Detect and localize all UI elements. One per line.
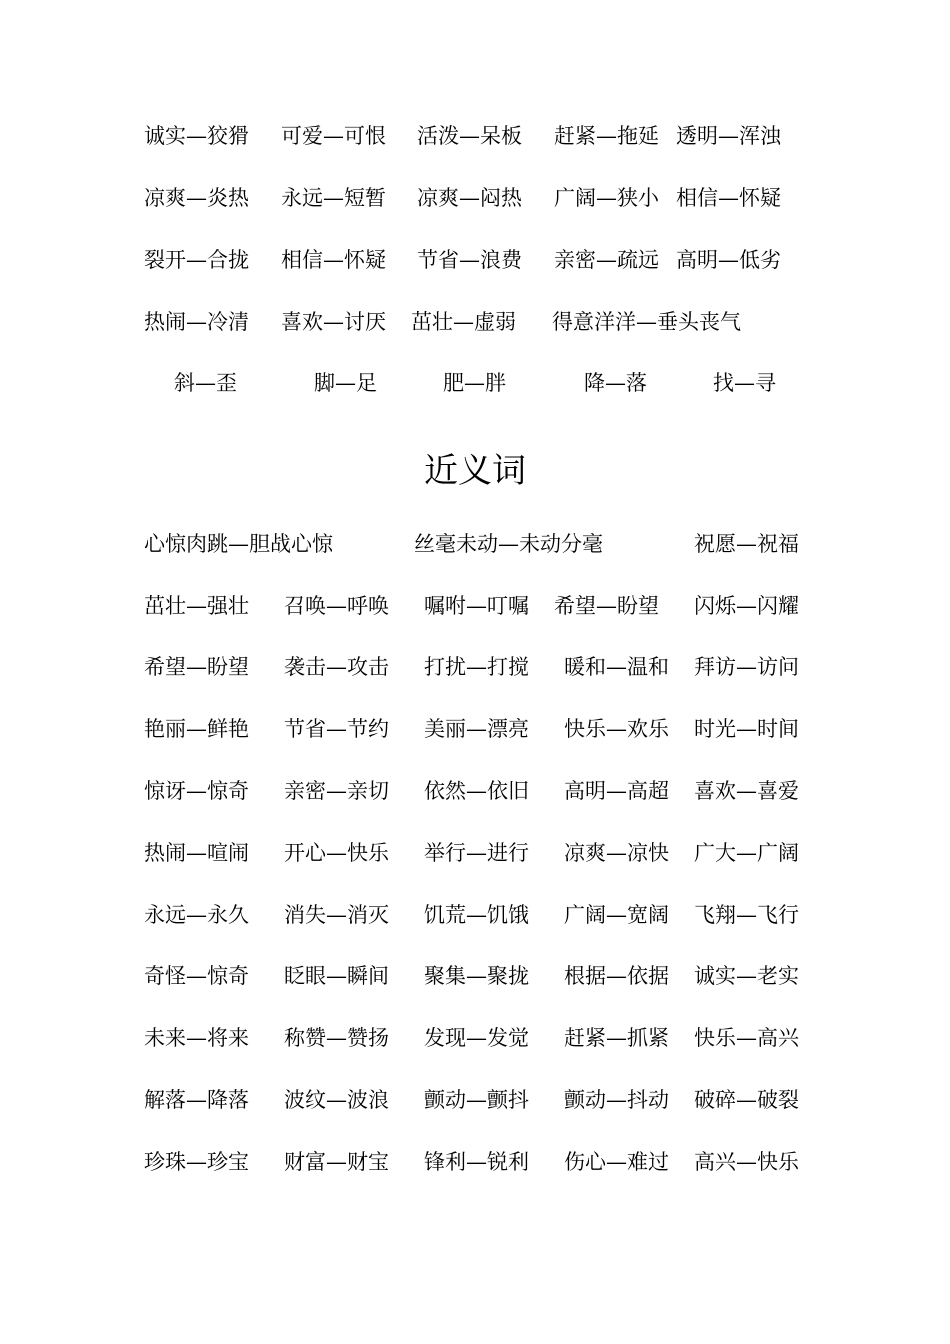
word-pair: 称赞—赞扬 bbox=[284, 1026, 389, 1050]
word-pair: 高明—低劣 bbox=[676, 248, 781, 272]
word-pair: 茁壮—虚弱 bbox=[411, 310, 516, 334]
word-pair: 喜欢—讨厌 bbox=[281, 310, 386, 334]
word-pair: 时光—时间 bbox=[694, 717, 799, 741]
word-pair: 闪烁—闪耀 bbox=[694, 594, 799, 618]
word-pair: 召唤—呼唤 bbox=[284, 594, 389, 618]
word-pair: 飞翔—飞行 bbox=[694, 903, 799, 927]
word-pair: 透明—浑浊 bbox=[676, 124, 781, 148]
word-pair: 锋利—锐利 bbox=[424, 1150, 529, 1174]
antonym-row bbox=[0, 240, 950, 280]
word-pair: 凉爽—炎热 bbox=[144, 186, 249, 210]
synonym-row bbox=[0, 833, 950, 873]
word-pair: 发现—发觉 bbox=[424, 1026, 529, 1050]
word-pair: 希望—盼望 bbox=[144, 655, 249, 679]
section-heading-synonyms: 近义词 bbox=[424, 451, 526, 491]
word-pair: 降—落 bbox=[584, 371, 647, 395]
word-pair: 凉爽—凉快 bbox=[564, 841, 669, 865]
word-pair: 祝愿—祝福 bbox=[694, 532, 799, 556]
synonym-row bbox=[0, 586, 950, 626]
word-pair: 未来—将来 bbox=[144, 1026, 249, 1050]
word-pair: 艳丽—鲜艳 bbox=[144, 717, 249, 741]
word-pair: 高明—高超 bbox=[564, 779, 669, 803]
word-pair: 颤动—抖动 bbox=[564, 1088, 669, 1112]
word-pair: 开心—快乐 bbox=[284, 841, 389, 865]
antonym-row bbox=[0, 363, 950, 403]
word-pair: 永远—永久 bbox=[144, 903, 249, 927]
synonym-row bbox=[0, 524, 950, 564]
word-pair: 波纹—波浪 bbox=[284, 1088, 389, 1112]
word-pair: 斜—歪 bbox=[174, 371, 237, 395]
antonym-row bbox=[0, 116, 950, 156]
word-pair: 得意洋洋—垂头丧气 bbox=[552, 310, 741, 334]
word-pair: 可爱—可恨 bbox=[281, 124, 386, 148]
word-pair: 诚实—老实 bbox=[694, 964, 799, 988]
antonym-row bbox=[0, 302, 950, 342]
word-pair: 奇怪—惊奇 bbox=[144, 964, 249, 988]
word-pair: 破碎—破裂 bbox=[694, 1088, 799, 1112]
word-pair: 茁壮—强壮 bbox=[144, 594, 249, 618]
word-pair: 袭击—攻击 bbox=[284, 655, 389, 679]
word-pair: 永远—短暂 bbox=[281, 186, 386, 210]
word-pair: 举行—进行 bbox=[424, 841, 529, 865]
word-pair: 节省—节约 bbox=[284, 717, 389, 741]
word-pair: 活泼—呆板 bbox=[417, 124, 522, 148]
word-pair: 饥荒—饥饿 bbox=[424, 903, 529, 927]
word-pair: 裂开—合拢 bbox=[144, 248, 249, 272]
word-pair: 拜访—访问 bbox=[694, 655, 799, 679]
word-pair: 找—寻 bbox=[713, 371, 776, 395]
word-pair: 凉爽—闷热 bbox=[417, 186, 522, 210]
word-pair: 喜欢—喜爱 bbox=[694, 779, 799, 803]
word-pair: 伤心—难过 bbox=[564, 1150, 669, 1174]
word-pair: 快乐—高兴 bbox=[694, 1026, 799, 1050]
word-pair: 赶紧—拖延 bbox=[554, 124, 659, 148]
synonym-row bbox=[0, 647, 950, 687]
word-pair: 聚集—聚拢 bbox=[424, 964, 529, 988]
word-pair: 相信—怀疑 bbox=[281, 248, 386, 272]
word-pair: 丝毫未动—未动分毫 bbox=[414, 532, 603, 556]
synonym-row bbox=[0, 709, 950, 749]
word-pair: 快乐—欢乐 bbox=[564, 717, 669, 741]
word-pair: 亲密—疏远 bbox=[554, 248, 659, 272]
word-pair: 惊讶—惊奇 bbox=[144, 779, 249, 803]
word-pair: 脚—足 bbox=[314, 371, 377, 395]
word-pair: 消失—消灭 bbox=[284, 903, 389, 927]
word-pair: 希望—盼望 bbox=[554, 594, 659, 618]
word-pair: 珍珠—珍宝 bbox=[144, 1150, 249, 1174]
word-pair: 根据—依据 bbox=[564, 964, 669, 988]
synonym-row bbox=[0, 895, 950, 935]
word-pair: 解落—降落 bbox=[144, 1088, 249, 1112]
word-pair: 颤动—颤抖 bbox=[424, 1088, 529, 1112]
word-pair: 依然—依旧 bbox=[424, 779, 529, 803]
word-pair: 嘱咐—叮嘱 bbox=[424, 594, 529, 618]
synonym-row bbox=[0, 956, 950, 996]
word-pair: 广阔—宽阔 bbox=[564, 903, 669, 927]
word-pair: 肥—胖 bbox=[443, 371, 506, 395]
word-pair: 热闹—冷清 bbox=[144, 310, 249, 334]
word-pair: 美丽—漂亮 bbox=[424, 717, 529, 741]
word-pair: 广阔—狭小 bbox=[554, 186, 659, 210]
synonym-row bbox=[0, 1080, 950, 1120]
word-pair: 打扰—打搅 bbox=[424, 655, 529, 679]
word-pair: 眨眼—瞬间 bbox=[284, 964, 389, 988]
synonym-row bbox=[0, 771, 950, 811]
word-pair: 高兴—快乐 bbox=[694, 1150, 799, 1174]
word-pair: 热闹—喧闹 bbox=[144, 841, 249, 865]
word-pair: 广大—广阔 bbox=[694, 841, 799, 865]
word-pair: 赶紧—抓紧 bbox=[564, 1026, 669, 1050]
synonym-row bbox=[0, 1018, 950, 1058]
word-pair: 暖和—温和 bbox=[564, 655, 669, 679]
word-pair: 财富—财宝 bbox=[284, 1150, 389, 1174]
word-pair: 节省—浪费 bbox=[417, 248, 522, 272]
word-pair: 诚实—狡猾 bbox=[144, 124, 249, 148]
word-pair: 心惊肉跳—胆战心惊 bbox=[144, 532, 333, 556]
word-pair: 相信—怀疑 bbox=[676, 186, 781, 210]
synonym-row bbox=[0, 1142, 950, 1182]
antonym-row bbox=[0, 178, 950, 218]
word-pair: 亲密—亲切 bbox=[284, 779, 389, 803]
